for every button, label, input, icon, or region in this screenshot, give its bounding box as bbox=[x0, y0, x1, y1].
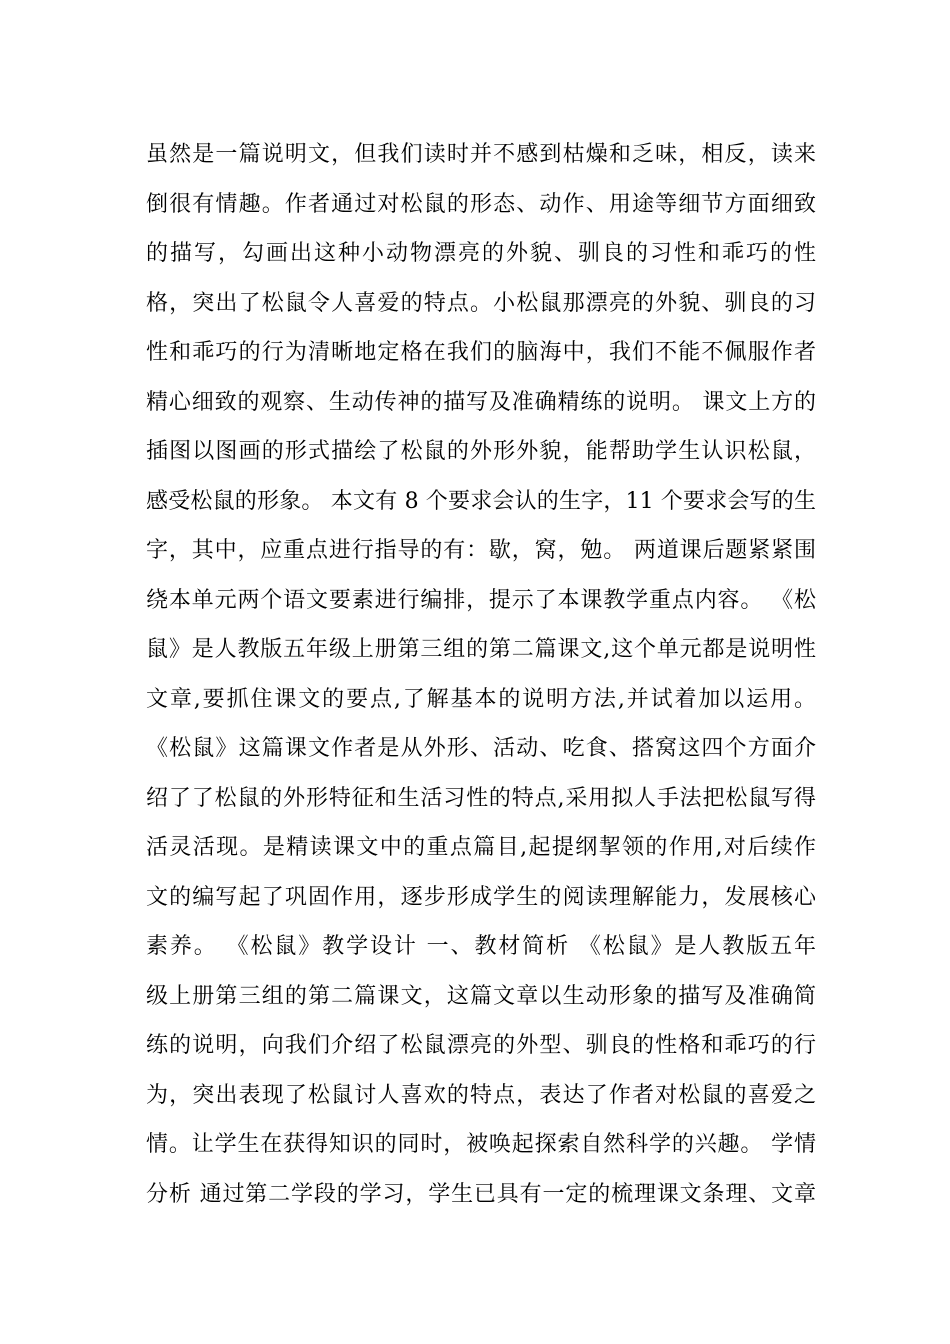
text-line: 文章,要抓住课文的要点,了解基本的说明方法,并试着加以运用。 bbox=[146, 686, 816, 712]
text-line: 分析 通过第二学段的学习，学生已具有一定的梳理课文条理、文章 bbox=[146, 1181, 816, 1207]
text-line: 素养。 《松鼠》教学设计 一、教材简析 《松鼠》是人教版五年 bbox=[146, 934, 816, 959]
text-line: 绕本单元两个语文要素进行编排，提示了本课教学重点内容。 《松 bbox=[146, 587, 816, 613]
text-line: 文的编写起了巩固作用，逐步形成学生的阅读理解能力，发展核心 bbox=[146, 884, 816, 910]
text-line: 插图以图画的形式描绘了松鼠的外形外貌，能帮助学生认识松鼠， bbox=[146, 439, 816, 464]
text-line: 的描写，勾画出这种小动物漂亮的外貌、驯良的习性和乖巧的性 bbox=[146, 241, 816, 266]
text-line: 性和乖巧的行为清晰地定格在我们的脑海中，我们不能不佩服作者 bbox=[146, 340, 816, 365]
text-line: 虽然是一篇说明文，但我们读时并不感到枯燥和乏味，相反，读来 bbox=[146, 142, 816, 167]
text-line: 级上册第三组的第二篇课文，这篇文章以生动形象的描写及准确简 bbox=[146, 983, 816, 1009]
text-line: 字，其中，应重点进行指导的有：歇，窝，勉。 两道课后题紧紧围 bbox=[146, 538, 816, 563]
text-line: 为，突出表现了松鼠讨人喜欢的特点，表达了作者对松鼠的喜爱之 bbox=[146, 1082, 816, 1108]
text-line: 《松鼠》这篇课文作者是从外形、活动、吃食、搭窝这四个方面介 bbox=[146, 736, 816, 761]
text-line: 情。让学生在获得知识的同时，被唤起探索自然科学的兴趣。 学情 bbox=[146, 1132, 816, 1157]
text-line: 绍了了松鼠的外形特征和生活习性的特点,采用拟人手法把松鼠写得 bbox=[146, 785, 816, 811]
text-line: 精心细致的观察、生动传神的描写及准确精练的说明。 课文上方的 bbox=[146, 389, 816, 415]
text-line: 练的说明，向我们介绍了松鼠漂亮的外型、驯良的性格和乖巧的行 bbox=[146, 1033, 816, 1058]
text-line: 格，突出了松鼠令人喜爱的特点。小松鼠那漂亮的外貌、驯良的习 bbox=[146, 290, 816, 316]
text-line: 活灵活现。是精读课文中的重点篇目,起提纲挈领的作用,对后续作 bbox=[146, 835, 816, 860]
text-line: 倒很有情趣。作者通过对松鼠的形态、动作、用途等细节方面细致 bbox=[146, 191, 816, 217]
text-line: 感受松鼠的形象。 本文有 8 个要求会认的生字，11 个要求会写的生 bbox=[146, 488, 816, 514]
text-line: 鼠》是人教版五年级上册第三组的第二篇课文,这个单元都是说明性 bbox=[146, 637, 816, 662]
body-text bbox=[146, 130, 816, 1219]
